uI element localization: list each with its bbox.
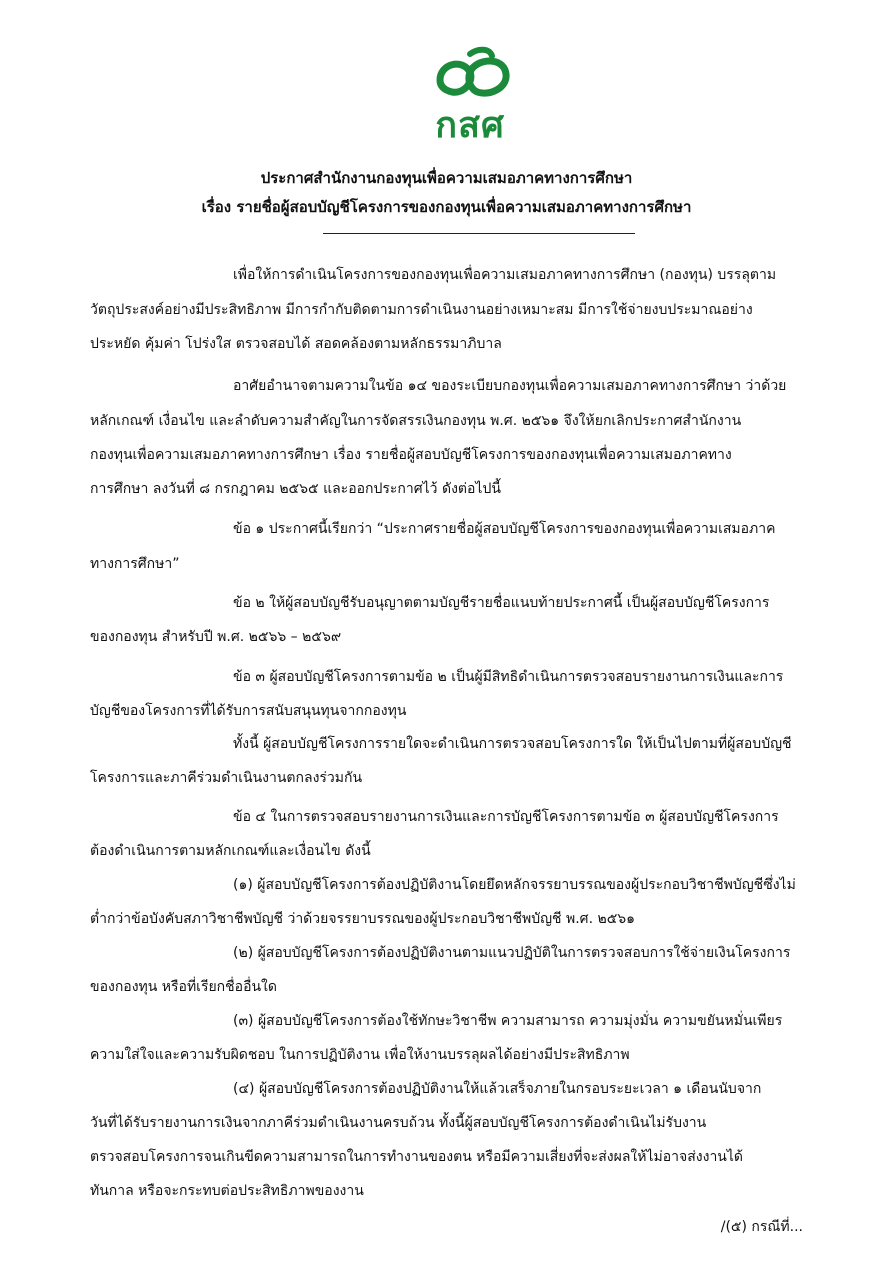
paragraph-line: วันที่ได้รับรายงานการเงินจากภาคีร่วมดำเนินงานครบถ้วน ทั้งนี้ผู้สอบบัญชีโครงการต้องดำเนินไม่รับงาน [90,1115,707,1131]
sub-clause-3: (๓) ผู้สอบบัญชีโครงการต้องใช้ทักษะวิชาชีพ ความสามารถ ความมุ่งมั่น ความขยันหมั่นเพียร [233,1013,783,1029]
logo [420,46,520,154]
paragraph-line: เพื่อให้การดำเนินโครงการของกองทุนเพื่อความเสมอภาคทางการศึกษา (กองทุน) บรรลุตาม [233,267,777,283]
paragraph-line: ทางการศึกษา” [90,556,180,572]
paragraph-line: ทั้งนี้ ผู้สอบบัญชีโครงการรายใดจะดำเนินการตรวจสอบโครงการใด ให้เป็นไปตามที่ผู้สอบบัญชี [233,736,792,752]
announcement-title: ประกาศสำนักงานกองทุนเพื่อความเสมอภาคทางการศึกษา [260,169,633,187]
paragraph-line: ประหยัด คุ้มค่า โปร่งใส ตรวจสอบได้ สอดคล้องตามหลักธรรมาภิบาล [90,336,502,352]
continuation-note: /(๕) กรณีที่... [720,1219,803,1235]
clause-3: ข้อ ๓ ผู้สอบบัญชีโครงการตามข้อ ๒ เป็นผู้มีสิทธิดำเนินการตรวจสอบรายงานการเงินและการ [233,669,784,685]
paragraph-line: หลักเกณฑ์ เงื่อนไข และลำดับความสำคัญในการจัดสรรเงินกองทุน พ.ศ. ๒๕๖๑ จึงให้ยกเลิกประกาศสำนักงาน [90,413,742,429]
sub-clause-2: (๒) ผู้สอบบัญชีโครงการต้องปฏิบัติงานตามแนวปฏิบัติในการตรวจสอบการใช้จ่ายเงินโครงการ [233,945,791,961]
paragraph-line: บัญชีของโครงการที่ได้รับการสนับสนุนทุนจากกองทุน [90,703,407,719]
paragraph-line: ความใส่ใจและความรับผิดชอบ ในการปฏิบัติงาน เพื่อให้งานบรรลุผลได้อย่างมีประสิทธิภาพ [90,1047,630,1063]
paragraph-line: การศึกษา ลงวันที่ ๘ กรกฎาคม ๒๕๖๕ และออกประกาศไว้ ดังต่อไปนี้ [90,481,501,497]
paragraph-line: ต่ำกว่าข้อบังคับสภาวิชาชีพบัญชี ว่าด้วยจรรยาบรรณของผู้ประกอบวิชาชีพบัญชี พ.ศ. ๒๕๖๑ [90,911,636,927]
sub-clause-4: (๔) ผู้สอบบัญชีโครงการต้องปฏิบัติงานให้แล้วเสร็จภายในกรอบระยะเวลา ๑ เดือนนับจาก [233,1081,762,1097]
paragraph-line: โครงการและภาคีร่วมดำเนินงานตกลงร่วมกัน [90,770,363,786]
paragraph-line: ตรวจสอบโครงการจนเกินขีดความสามารถในการทำงานของตน หรือมีความเสี่ยงที่จะส่งผลให้ไม่อาจส่งงานได้ [90,1149,744,1165]
paragraph-line: อาศัยอำนาจตามความในข้อ ๑๔ ของระเบียบกองทุนเพื่อความเสมอภาคทางการศึกษา ว่าด้วย [233,378,787,394]
paragraph-line: กองทุนเพื่อความเสมอภาคทางการศึกษา เรื่อง รายชื่อผู้สอบบัญชีโครงการของกองทุนเพื่อความเสมอภาคทาง [90,447,732,463]
clause-4: ข้อ ๔ ในการตรวจสอบรายงานการเงินและการบัญชีโครงการตามข้อ ๓ ผู้สอบบัญชีโครงการ [233,809,779,825]
announcement-subject: เรื่อง รายชื่อผู้สอบบัญชีโครงการของกองทุนเพื่อความเสมอภาคทางการศึกษา [201,198,692,216]
paragraph-line: ทันกาล หรือจะกระทบต่อประสิทธิภาพของงาน [90,1183,364,1199]
paragraph-line: วัตถุประสงค์อย่างมีประสิทธิภาพ มีการกำกับติดตามการดำเนินงานอย่างเหมาะสม มีการใช้จ่ายงบประมาณอย่าง [90,302,753,318]
paragraph-line: ของกองทุน หรือที่เรียกชื่ออื่นใด [90,979,277,995]
clause-2: ข้อ ๒ ให้ผู้สอบบัญชีรับอนุญาตตามบัญชีรายชื่อแนบท้ายประกาศนี้ เป็นผู้สอบบัญชีโครงการ [233,595,770,611]
sub-clause-1: (๑) ผู้สอบบัญชีโครงการต้องปฏิบัติงานโดยยึดหลักจรรยาบรรณของผู้ประกอบวิชาชีพบัญชีซึ่งไม่ [233,877,796,893]
paragraph-line: ของกองทุน สำหรับปี พ.ศ. ๒๕๖๖ – ๒๕๖๙ [90,629,342,645]
paragraph-line: ต้องดำเนินการตามหลักเกณฑ์และเงื่อนไข ดังนี้ [90,843,371,859]
clause-1: ข้อ ๑ ประกาศนี้เรียกว่า “ประกาศรายชื่อผู้สอบบัญชีโครงการของกองทุนเพื่อความเสมอภาค [233,521,776,537]
title-divider [323,233,635,234]
logo-text: กสศ [435,105,505,146]
leaf-logo-icon [420,46,520,106]
